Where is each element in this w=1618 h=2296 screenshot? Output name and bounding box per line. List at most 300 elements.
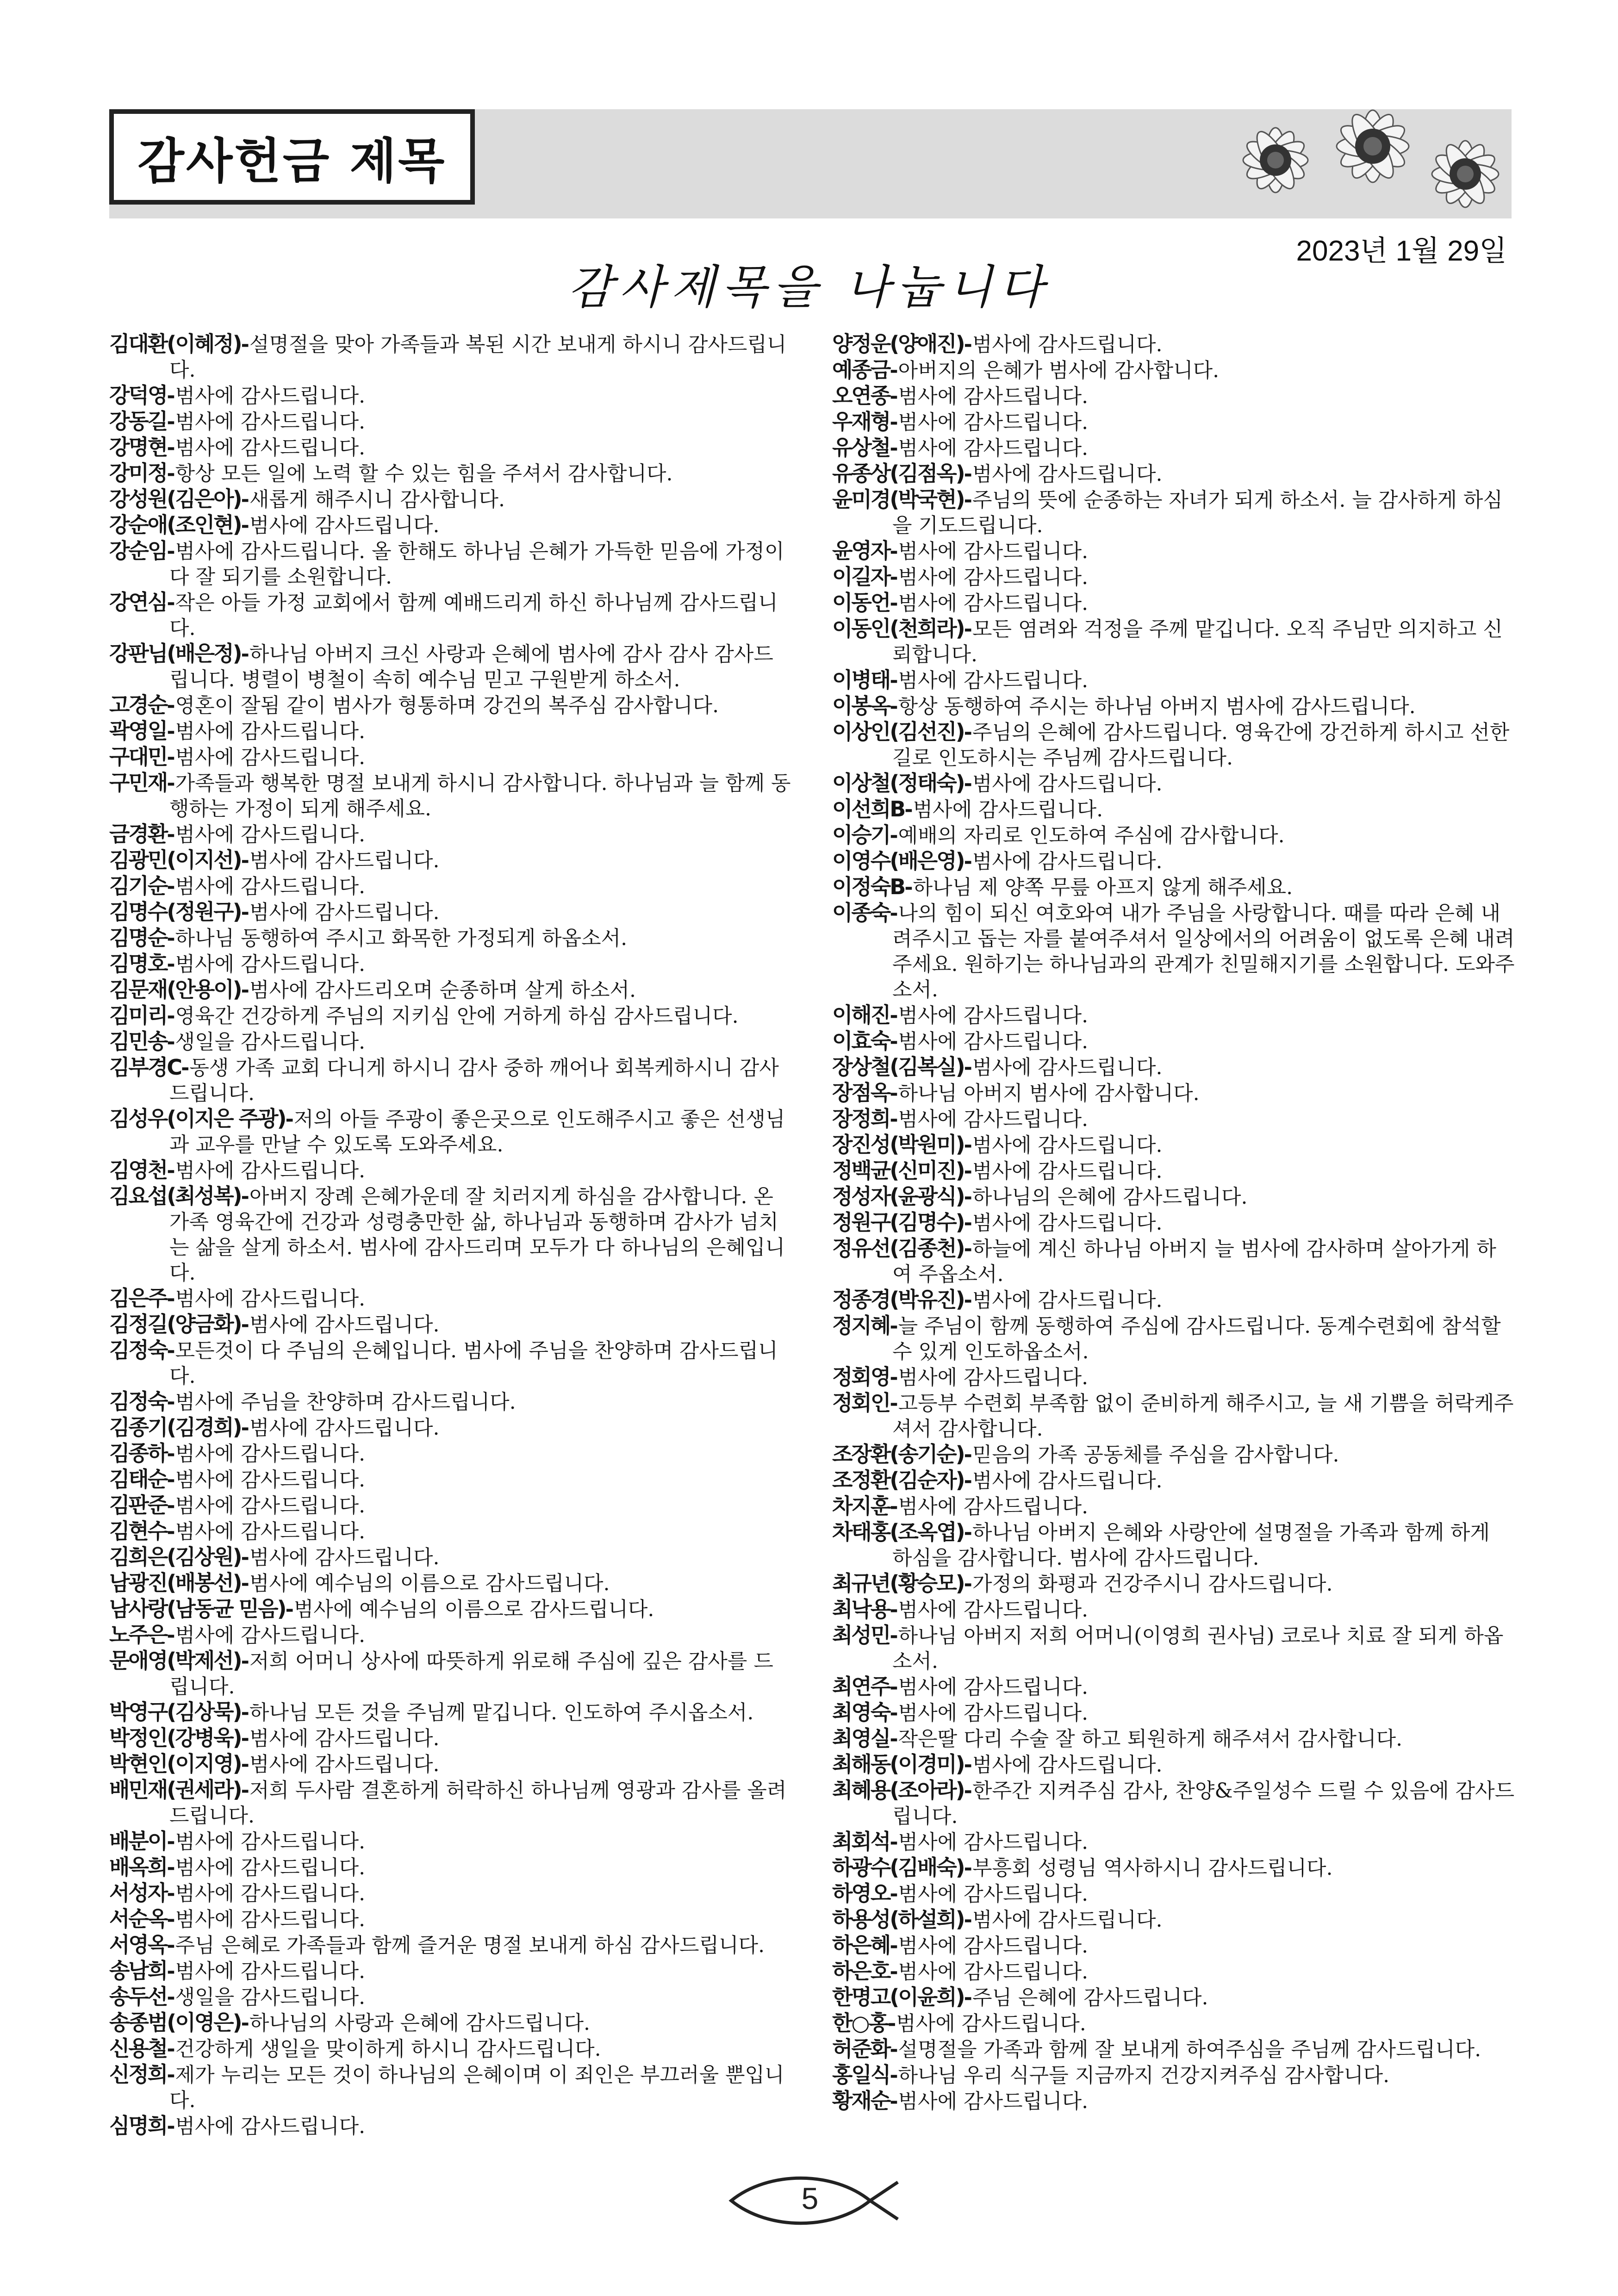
- donor-name: 배민재(권세라): [109, 1777, 241, 1802]
- donor-name: 이봉옥: [832, 693, 890, 718]
- thanks-text: 범사에 감사드립니다.: [175, 1442, 366, 1466]
- thanks-text: 작은딸 다리 수술 잘 하고 퇴원하게 해주셔서 감사합니다.: [898, 1727, 1403, 1751]
- list-item: 이종숙-나의 힘이 되신 여호와여 내가 주님을 사랑합니다. 때를 따라 은혜 내려주시고 돕는 자를 붙여주셔서 일상에서의 어려움이 없도록 은혜 내려주세요. 원하기는 하나님과의 관계가 친밀해지기를 소원합니다. 도와주소서.: [832, 900, 1515, 1002]
- thanks-text: 범사에 감사드립니다.: [972, 1908, 1163, 1932]
- list-item: 강순임-범사에 감사드립니다. 올 한해도 하나님 은혜가 가득한 믿음에 가정이 다 잘 되기를 소원합니다.: [109, 538, 784, 589]
- list-item: 심명희-범사에 감사드립니다.: [109, 2113, 366, 2138]
- donor-name: 정회인: [832, 1390, 890, 1415]
- list-item: 정백균(신미진)-범사에 감사드립니다.: [832, 1158, 1163, 1183]
- thanks-text: 동생 가족 교회 다니게 하시니 감사 중하 깨어나 회복케하시니 감사드립니다.: [169, 1056, 779, 1105]
- list-item: 한명고(이윤희)-주님 은혜에 감사드립니다.: [832, 1985, 1208, 2010]
- donor-name: 강미정: [109, 460, 167, 485]
- thanks-text: 범사에 감사드립니다.: [972, 850, 1163, 873]
- list-item: 김은주-범사에 감사드립니다.: [109, 1286, 366, 1311]
- list-item: 김종하-범사에 감사드립니다.: [109, 1441, 366, 1466]
- donor-name: 강순임: [109, 538, 167, 563]
- donor-name: 김판준: [109, 1493, 167, 1518]
- thanks-text: 주님의 은혜에 감사드립니다. 영육간에 강건하게 하시고 선한 길로 인도하시는 주님께 감사드립니다.: [892, 721, 1510, 770]
- list-item: 송남희-범사에 감사드립니다.: [109, 1958, 366, 1983]
- list-item: 서영옥-주님 은혜로 가족들과 함께 즐거운 명절 보내게 하심 감사드립니다.: [109, 1932, 765, 1957]
- thanks-text: 범사에 감사드립니다.: [249, 1727, 440, 1750]
- thanks-text: 범사에 감사드립니다.: [175, 823, 366, 846]
- thanks-text: 범사에 감사드립니다.: [972, 772, 1163, 796]
- donor-name: 최성민: [832, 1623, 890, 1648]
- list-item: 강동길-범사에 감사드립니다.: [109, 409, 366, 434]
- thanks-text: 범사에 감사드립니다.: [175, 384, 366, 408]
- list-item: 최회석-범사에 감사드립니다.: [832, 1829, 1089, 1854]
- thanks-text: 범사에 감사드립니다.: [175, 746, 366, 769]
- donor-name: 이동인(천희라): [832, 616, 964, 641]
- list-item: 김명호-범사에 감사드립니다.: [109, 951, 366, 976]
- donor-name: 김부경C: [109, 1055, 181, 1080]
- section-title: 감사헌금 제목: [137, 133, 447, 189]
- list-item: 금경환-범사에 감사드립니다.: [109, 821, 366, 846]
- thanks-text: 범사에 감사드립니다.: [175, 410, 366, 434]
- thanks-text: 범사에 감사드립니다. 올 한해도 하나님 은혜가 가득한 믿음에 가정이 다 잘 되기를 소원합니다.: [169, 540, 784, 589]
- list-item: 배민재(권세라)-저희 두사람 결혼하게 허락하신 하나님께 영광과 감사를 올려드립니다.: [109, 1777, 787, 1828]
- list-item: 박현인(이지영)-범사에 감사드립니다.: [109, 1751, 440, 1776]
- donor-name: 김정숙: [109, 1338, 167, 1363]
- list-item: 구민재-가족들과 행복한 명절 보내게 하시니 감사합니다. 하나님과 늘 함께 동행하는 가정이 되게 해주세요.: [109, 770, 791, 821]
- donor-name: 정유선(김종천): [832, 1236, 964, 1261]
- list-item: 장정희-범사에 감사드립니다.: [832, 1106, 1089, 1131]
- thanks-text: 범사에 감사드립니다.: [898, 1830, 1089, 1854]
- donor-name: 김문재(안용이): [109, 977, 241, 1002]
- list-item: 이길자-범사에 감사드립니다.: [832, 564, 1089, 589]
- donor-name: 최연주: [832, 1674, 890, 1699]
- donor-name: 김미리: [109, 1003, 167, 1028]
- thanks-text: 범사에 감사드립니다.: [249, 1546, 440, 1569]
- thanks-text: 범사에 감사드립니다.: [249, 1313, 440, 1337]
- thanks-text: 범사에 감사드립니다.: [972, 1753, 1163, 1777]
- thanks-text: 범사에 감사드립니다.: [972, 1469, 1163, 1493]
- thanks-text: 믿음의 가족 공동체를 주심을 감사합니다.: [972, 1443, 1339, 1467]
- donor-name: 구대민: [109, 744, 167, 769]
- thanks-text: 주님의 뜻에 순종하는 자녀가 되게 하소서. 늘 감사하게 하심을 기도드립니다.: [892, 488, 1503, 537]
- thanks-text: 새롭게 해주시니 감사합니다.: [249, 488, 505, 511]
- thanks-text: 하나님 제 양쪽 무릎 아프지 않게 해주세요.: [913, 876, 1293, 899]
- donor-name: 최영숙: [832, 1700, 890, 1725]
- list-item: 강연심-작은 아들 가정 교회에서 함께 예배드리게 하신 하나님께 감사드립니다.: [109, 590, 778, 640]
- donor-name: 김성우(이지은 주광): [109, 1106, 286, 1131]
- thanks-text: 범사에 감사드립니다.: [175, 1908, 366, 1931]
- list-item: 정종경(박유진)-범사에 감사드립니다.: [832, 1287, 1163, 1312]
- list-item: 서성자-범사에 감사드립니다.: [109, 1880, 366, 1905]
- list-item: 김대환(이혜정)-설명절을 맞아 가족들과 복된 시간 보내게 하시니 감사드립니다.: [109, 331, 787, 382]
- donor-name: 최회석: [832, 1829, 890, 1854]
- list-item: 노주은-범사에 감사드립니다.: [109, 1622, 366, 1647]
- thanks-text: 범사에 감사드립니다.: [898, 669, 1089, 692]
- thanks-text: 범사에 감사드립니다.: [898, 540, 1089, 563]
- donor-name: 노주은: [109, 1622, 167, 1647]
- list-item: 이상철(정태숙)-범사에 감사드립니다.: [832, 771, 1163, 796]
- thanks-text: 범사에 감사드립니다.: [175, 875, 366, 898]
- thanks-text: 범사에 예수님의 이름으로 감사드립니다.: [293, 1598, 654, 1621]
- donor-name: 장상철(김복실): [832, 1054, 964, 1079]
- donor-name: 김기순: [109, 873, 167, 898]
- thanks-text: 범사에 감사드립니다.: [175, 952, 366, 976]
- list-item: 문애영(박제선)-저희 어머니 상사에 따뜻하게 위로해 주심에 깊은 감사를 드립니다.: [109, 1648, 773, 1699]
- thanks-text: 범사에 감사드립니다.: [898, 591, 1089, 615]
- donor-name: 장정희: [832, 1106, 890, 1131]
- thanks-text: 범사에 감사드립니다.: [898, 2090, 1089, 2113]
- thanks-text: 범사에 감사드립니다.: [972, 462, 1163, 486]
- donor-name: 송종범(이영은): [109, 2010, 241, 2035]
- thanks-text: 작은 아들 가정 교회에서 함께 예배드리게 하신 하나님께 감사드립니다.: [169, 591, 778, 640]
- thanks-text: 범사에 감사드립니다.: [898, 1495, 1089, 1518]
- thanks-text: 늘 주님이 함께 동행하여 주심에 감사드립니다. 동계수련회에 참석할 수 있게 인도하옵소서.: [892, 1314, 1501, 1363]
- thanks-text: 나의 힘이 되신 여호와여 내가 주님을 사랑합니다. 때를 따라 은혜 내려주시고 돕는 자를 붙여주셔서 일상에서의 어려움이 없도록 은혜 내려주세요. 원하기는 하나님과의 관계가 친밀해지기를 소원합니다. 도와주소서.: [892, 902, 1515, 1002]
- donor-name: 허준화: [832, 2036, 890, 2061]
- list-item: 최영실-작은딸 다리 수술 잘 하고 퇴원하게 해주셔서 감사합니다.: [832, 1726, 1403, 1751]
- donor-name: 김현수: [109, 1518, 167, 1543]
- donor-name: 하영오: [832, 1881, 890, 1906]
- thanks-text: 범사에 감사드립니다.: [898, 436, 1089, 460]
- list-item: 송종범(이영은)-하나님의 사랑과 은혜에 감사드립니다.: [109, 2010, 590, 2035]
- thanks-text: 범사에 감사드립니다.: [896, 2012, 1086, 2035]
- list-item: 최혜용(조아라)-한주간 지켜주심 감사, 찬양&주일성수 드릴 수 있음에 감사드립니다.: [832, 1778, 1515, 1828]
- sunflower-decoration-icon: [1220, 109, 1512, 218]
- list-item: 유상철-범사에 감사드립니다.: [832, 435, 1089, 460]
- thanks-text: 영육간 건강하게 주님의 지키심 안에 거하게 하심 감사드립니다.: [175, 1004, 739, 1028]
- thanks-text: 범사에 감사드립니다.: [972, 1133, 1163, 1157]
- list-item: 홍일식-하나님 우리 식구들 지금까지 건강지켜주심 감사합니다.: [832, 2062, 1390, 2087]
- list-item: 구대민-범사에 감사드립니다.: [109, 744, 366, 769]
- thanks-text: 설명절을 가족과 함께 잘 보내게 하여주심을 주님께 감사드립니다.: [898, 2038, 1481, 2061]
- donor-name: 정원구(김명수): [832, 1210, 964, 1235]
- list-item: 김정숙-범사에 주님을 찬양하며 감사드립니다.: [109, 1389, 516, 1414]
- donor-name: 최혜용(조아라): [832, 1778, 964, 1803]
- list-item: 남사랑(남동균 믿음)-범사에 예수님의 이름으로 감사드립니다.: [109, 1596, 654, 1621]
- donor-name: 예종금: [832, 357, 890, 382]
- list-item: 이동인(천희라)-모든 염려와 걱정을 주께 맡깁니다. 오직 주님만 의지하고 신뢰합니다.: [832, 616, 1503, 666]
- list-item: 배분이-범사에 감사드립니다.: [109, 1829, 366, 1854]
- donor-name: 곽영일: [109, 718, 167, 743]
- thanks-text: 범사에 감사드립니다.: [972, 333, 1163, 356]
- list-item: 김민송-생일을 감사드립니다.: [109, 1029, 366, 1054]
- list-item: 하영오-범사에 감사드립니다.: [832, 1881, 1089, 1906]
- donor-name: 김정숙: [109, 1389, 167, 1414]
- donor-name: 송남희: [109, 1958, 167, 1983]
- thanks-text: 범사에 주님을 찬양하며 감사드립니다.: [175, 1390, 516, 1414]
- donor-name: 이동언: [832, 590, 890, 615]
- left-column: [109, 331, 792, 2139]
- donor-name: 김종기(김경희): [109, 1415, 241, 1440]
- donor-name: 조장환(송기순): [832, 1442, 964, 1467]
- list-item: 강판님(배은정)-하나님 아버지 크신 사랑과 은혜에 범사에 감사 감사 감사드립니다. 병렬이 병철이 속히 예수님 믿고 구원받게 하소서.: [109, 641, 773, 691]
- thanks-text: 모든것이 다 주님의 은혜입니다. 범사에 주님을 찬양하며 감사드립니다.: [169, 1339, 778, 1388]
- donor-name: 김영천: [109, 1157, 167, 1182]
- donor-name: 최낙용: [832, 1597, 890, 1622]
- thanks-text: 생일을 감사드립니다.: [175, 1985, 366, 2009]
- thanks-text: 범사에 감사드립니다.: [249, 849, 440, 872]
- thanks-text: 범사에 감사드립니다.: [175, 1856, 366, 1879]
- thanks-text: 범사에 감사드립니다.: [898, 1598, 1089, 1622]
- thanks-text: 범사에 감사드립니다.: [898, 1004, 1089, 1027]
- thanks-text: 범사에 감사드립니다.: [249, 1416, 440, 1440]
- donor-name: 장점옥: [832, 1080, 890, 1105]
- list-item: 김명순-하나님 동행하여 주시고 화목한 가정되게 하옵소서.: [109, 925, 628, 950]
- thanks-text: 범사에 감사드립니다.: [898, 1366, 1089, 1389]
- list-item: 오연종-범사에 감사드립니다.: [832, 383, 1089, 408]
- thanks-text: 범사에 감사드립니다.: [175, 1830, 366, 1854]
- donor-name: 송두선: [109, 1984, 167, 2009]
- donor-name: 윤영자: [832, 538, 890, 563]
- donor-name: 유상철: [832, 435, 890, 460]
- donor-name: 이효숙: [832, 1028, 890, 1053]
- list-item: 송두선-생일을 감사드립니다.: [109, 1984, 366, 2009]
- page-number: 5: [801, 2181, 819, 2215]
- list-item: 이선희B-범사에 감사드립니다.: [832, 796, 1103, 821]
- donor-name: 금경환: [109, 821, 167, 846]
- thanks-text: 범사에 감사드립니다.: [175, 1960, 366, 1983]
- donor-name: 구민재: [109, 770, 167, 795]
- thanks-text: 건강하게 생일을 맞이하게 하시니 감사드립니다.: [175, 2037, 601, 2061]
- donor-name: 이해진: [832, 1002, 890, 1027]
- thanks-text: 하나님 아버지 크신 사랑과 은혜에 범사에 감사 감사 감사드립니다. 병렬이 병철이 속히 예수님 믿고 구원받게 하소서.: [169, 642, 773, 691]
- thanks-text: 범사에 감사드립니다.: [972, 1211, 1163, 1235]
- donor-name: 박정인(강병욱): [109, 1725, 241, 1750]
- list-item: 고경순-영혼이 잘됨 같이 범사가 형통하며 강건의 복주심 감사합니다.: [109, 692, 719, 717]
- list-item: 신정희-제가 누리는 모든 것이 하나님의 은혜이며 이 죄인은 부끄러울 뿐입니다.: [109, 2062, 784, 2112]
- list-item: 이병태-범사에 감사드립니다.: [832, 667, 1089, 692]
- thanks-text: 범사에 감사드립니다.: [175, 1882, 366, 1905]
- list-item: 황재순-범사에 감사드립니다.: [832, 2088, 1089, 2113]
- thanks-text: 가정의 화평과 건강주시니 감사드립니다.: [972, 1572, 1333, 1596]
- donor-name: 최해동(이경미): [832, 1752, 964, 1777]
- list-item: 장점옥-하나님 아버지 범사에 감사합니다.: [832, 1080, 1200, 1105]
- list-item: 김영천-범사에 감사드립니다.: [109, 1157, 366, 1182]
- donor-name: 배분이: [109, 1829, 167, 1854]
- thanks-text: 범사에 감사드립니다.: [898, 1675, 1089, 1699]
- list-item: 최영숙-범사에 감사드립니다.: [832, 1700, 1089, 1725]
- donor-name: 남사랑(남동균 믿음): [109, 1596, 286, 1621]
- donor-name: 박영구(김상묵): [109, 1699, 241, 1724]
- donor-name: 이길자: [832, 564, 890, 589]
- donor-name: 하은혜: [832, 1933, 890, 1958]
- list-item: 윤미경(박국현)-주님의 뜻에 순종하는 자녀가 되게 하소서. 늘 감사하게 하심을 기도드립니다.: [832, 487, 1503, 537]
- donor-name: 문애영(박제선): [109, 1648, 241, 1673]
- donor-name: 황재순: [832, 2088, 890, 2113]
- donor-name: 정종경(박유진): [832, 1287, 964, 1312]
- donor-name: 정성자(윤광식): [832, 1184, 964, 1209]
- list-item: 이동언-범사에 감사드립니다.: [832, 590, 1089, 615]
- donor-name: 서성자: [109, 1880, 167, 1905]
- thanks-text: 저의 아들 주광이 좋은곳으로 인도해주시고 좋은 선생님과 교우를 만날 수 있도록 도와주세요.: [169, 1108, 785, 1157]
- thanks-text: 범사에 감사드립니다.: [898, 1882, 1089, 1906]
- thanks-text: 하나님의 은혜에 감사드립니다.: [972, 1185, 1248, 1209]
- thanks-text: 하나님 아버지 저희 어머니(이영희 권사님) 코로나 치료 잘 되게 하옵소서.: [892, 1624, 1504, 1673]
- donor-name: 심명희: [109, 2113, 167, 2138]
- donor-name: 강동길: [109, 409, 167, 434]
- donor-name: 이상인(김선진): [832, 719, 964, 744]
- donor-name: 김은주: [109, 1286, 167, 1311]
- list-item: 김정길(양금화)-범사에 감사드립니다.: [109, 1312, 440, 1337]
- thanks-text: 가족들과 행복한 명절 보내게 하시니 감사합니다. 하나님과 늘 함께 동행하는 가정이 되게 해주세요.: [169, 772, 791, 821]
- thanks-text: 범사에 예수님의 이름으로 감사드립니다.: [249, 1572, 610, 1595]
- list-item: 정성자(윤광식)-하나님의 은혜에 감사드립니다.: [832, 1184, 1248, 1209]
- donor-name: 강순애(조인현): [109, 512, 241, 537]
- thanks-text: 범사에 감사드립니다.: [175, 1287, 366, 1311]
- date-label: 2023년 1월 29일: [1296, 235, 1507, 267]
- donor-name: 차태홍(조옥엽): [832, 1519, 964, 1544]
- list-item: 하용성(하설희)-범사에 감사드립니다.: [832, 1907, 1163, 1932]
- donor-name: 김민송: [109, 1029, 167, 1054]
- donor-name: 홍일식: [832, 2062, 890, 2087]
- list-item: 최성민-하나님 아버지 저희 어머니(이영희 권사님) 코로나 치료 잘 되게 하옵소서.: [832, 1623, 1504, 1673]
- thanks-text: 범사에 감사드립니다.: [898, 1934, 1089, 1958]
- list-item: 이정숙B-하나님 제 양쪽 무릎 아프지 않게 해주세요.: [832, 874, 1293, 899]
- thanks-text: 한주간 지켜주심 감사, 찬양&주일성수 드릴 수 있음에 감사드립니다.: [892, 1779, 1515, 1828]
- thanks-text: 항상 모든 일에 노력 할 수 있는 힘을 주셔서 감사합니다.: [175, 462, 673, 485]
- thanks-text: 저희 어머니 상사에 따뜻하게 위로해 주심에 깊은 감사를 드립니다.: [169, 1649, 773, 1699]
- list-item: 이봉옥-항상 동행하여 주시는 하나님 아버지 범사에 감사드립니다.: [832, 693, 1416, 718]
- thanks-text: 범사에 감사드립니다.: [249, 901, 440, 924]
- thanks-text: 범사에 감사드립니다.: [898, 1960, 1089, 1984]
- list-item: 조장환(송기순)-믿음의 가족 공동체를 주심을 감사합니다.: [832, 1442, 1339, 1467]
- thanks-text: 항상 동행하여 주시는 하나님 아버지 범사에 감사드립니다.: [898, 695, 1416, 718]
- list-item: 강순애(조인현)-범사에 감사드립니다.: [109, 512, 440, 537]
- thanks-text: 영혼이 잘됨 같이 범사가 형통하며 강건의 복주심 감사합니다.: [175, 694, 719, 717]
- thanks-text: 범사에 감사드립니다.: [175, 1468, 366, 1492]
- list-item: 허준화-설명절을 가족과 함께 잘 보내게 하여주심을 주님께 감사드립니다.: [832, 2036, 1481, 2061]
- thanks-text: 범사에 감사드립니다.: [898, 411, 1089, 434]
- thanks-text: 범사에 감사드립니다.: [249, 514, 440, 537]
- donor-name: 이상철(정태숙): [832, 771, 964, 796]
- list-item: 한○홍-범사에 감사드립니다.: [832, 2010, 1086, 2035]
- list-item: 남광진(배봉선)-범사에 예수님의 이름으로 감사드립니다.: [109, 1570, 610, 1595]
- donor-name: 신정희: [109, 2062, 167, 2087]
- thanks-text: 하늘에 계신 하나님 아버지 늘 범사에 감사하며 살아가게 하여 주옵소서.: [892, 1237, 1496, 1286]
- donor-name: 이승기: [832, 822, 890, 847]
- list-item: 정원구(김명수)-범사에 감사드립니다.: [832, 1210, 1163, 1235]
- donor-name: 김요섭(최성복): [109, 1183, 241, 1208]
- donor-name: 장진성(박원미): [832, 1132, 964, 1157]
- donor-name: 한○홍: [832, 2010, 888, 2035]
- donor-name: 조정환(김순자): [832, 1468, 964, 1493]
- donor-name: 하은호: [832, 1959, 890, 1984]
- donor-name: 최규년(황승모): [832, 1571, 964, 1596]
- thanks-text: 예배의 자리로 인도하여 주심에 감사합니다.: [898, 824, 1285, 847]
- thanks-text: 저희 두사람 결혼하게 허락하신 하나님께 영광과 감사를 올려드립니다.: [169, 1779, 787, 1828]
- thanks-text: 부흥회 성령님 역사하시니 감사드립니다.: [972, 1856, 1333, 1880]
- list-item: 서순옥-범사에 감사드립니다.: [109, 1906, 366, 1931]
- list-item: 배옥희-범사에 감사드립니다.: [109, 1854, 366, 1879]
- donor-name: 양정운(양애진): [832, 331, 964, 356]
- list-item: 조정환(김순자)-범사에 감사드립니다.: [832, 1468, 1163, 1493]
- right-column: [832, 331, 1515, 2114]
- list-item: 최낙용-범사에 감사드립니다.: [832, 1597, 1089, 1622]
- donor-name: 하광수(김배숙): [832, 1855, 964, 1880]
- thanks-text: 범사에 감사드립니다.: [972, 1159, 1163, 1183]
- donor-name: 김희은(김상원): [109, 1544, 241, 1569]
- donor-name: 이병태: [832, 667, 890, 692]
- list-item: 박정인(강병욱)-범사에 감사드립니다.: [109, 1725, 440, 1750]
- donor-name: 한명고(이윤희): [832, 1985, 964, 2010]
- list-item: 김정숙-모든것이 다 주님의 은혜입니다. 범사에 주님을 찬양하며 감사드립니다.: [109, 1338, 778, 1388]
- donor-name: 이정숙B: [832, 874, 905, 899]
- thanks-text: 주님 은혜에 감사드립니다.: [972, 1986, 1208, 2010]
- thanks-text: 하나님 아버지 은혜와 사랑안에 설명절을 가족과 함께 하게 하심을 감사합니다. 범사에 감사드립니다.: [892, 1521, 1490, 1570]
- thanks-text: 하나님의 사랑과 은혜에 감사드립니다.: [249, 2011, 590, 2035]
- donor-name: 서순옥: [109, 1906, 167, 1931]
- donor-name: 신용철: [109, 2036, 167, 2061]
- list-item: 강덕영-범사에 감사드립니다.: [109, 383, 366, 408]
- list-item: 김종기(김경희)-범사에 감사드립니다.: [109, 1415, 440, 1440]
- list-item: 김광민(이지선)-범사에 감사드립니다.: [109, 847, 440, 872]
- list-item: 김희은(김상원)-범사에 감사드립니다.: [109, 1544, 440, 1569]
- donor-name: 오연종: [832, 383, 890, 408]
- list-item: 김요섭(최성복)-아버지 장례 은혜가운데 잘 치러지게 하심을 감사합니다. 온 가족 영육간에 건강과 성령충만한 삶, 하나님과 동행하며 감사가 넘치는 삶을 살게 하소서. 범사에 감사드리며 모두가 다 하나님의 은혜입니다.: [109, 1183, 785, 1285]
- list-item: 김성우(이지은 주광)-저의 아들 주광이 좋은곳으로 인도해주시고 좋은 선생님과 교우를 만날 수 있도록 도와주세요.: [109, 1106, 785, 1157]
- donor-name: 김정길(양금화): [109, 1312, 241, 1337]
- donor-name: 강판님(배은정): [109, 641, 241, 666]
- list-item: 신용철-건강하게 생일을 맞이하게 하시니 감사드립니다.: [109, 2036, 601, 2061]
- list-item: 김부경C-동생 가족 교회 다니게 하시니 감사 중하 깨어나 회복케하시니 감사드립니다.: [109, 1055, 779, 1105]
- donor-name: 윤미경(박국현): [832, 487, 964, 512]
- list-item: 박영구(김상묵)-하나님 모든 것을 주님께 맡깁니다. 인도하여 주시옵소서.: [109, 1699, 754, 1724]
- list-item: 김현수-범사에 감사드립니다.: [109, 1518, 366, 1543]
- list-item: 예종금-아버지의 은혜가 범사에 감사합니다.: [832, 357, 1220, 382]
- donor-name: 정백균(신미진): [832, 1158, 964, 1183]
- donor-name: 정회영: [832, 1364, 890, 1389]
- list-item: 차태홍(조옥엽)-하나님 아버지 은혜와 사랑안에 설명절을 가족과 함께 하게 하심을 감사합니다. 범사에 감사드립니다.: [832, 1519, 1490, 1570]
- donor-name: 강덕영: [109, 383, 167, 408]
- donor-name: 배옥희: [109, 1854, 167, 1879]
- section-title-box: [109, 109, 475, 205]
- list-item: 하광수(김배숙)-부흥회 성령님 역사하시니 감사드립니다.: [832, 1855, 1333, 1880]
- list-item: 최규년(황승모)-가정의 화평과 건강주시니 감사드립니다.: [832, 1571, 1333, 1596]
- list-item: 장진성(박원미)-범사에 감사드립니다.: [832, 1132, 1163, 1157]
- donor-name: 강성원(김은아): [109, 486, 241, 511]
- list-item: 차지훈-범사에 감사드립니다.: [832, 1493, 1089, 1518]
- thanks-text: 범사에 감사드립니다.: [898, 1030, 1089, 1053]
- donor-name: 이선희B: [832, 796, 905, 821]
- donor-name: 최영실: [832, 1726, 890, 1751]
- donor-name: 김태순: [109, 1467, 167, 1492]
- thanks-text: 제가 누리는 모든 것이 하나님의 은혜이며 이 죄인은 부끄러울 뿐입니다.: [169, 2063, 784, 2112]
- donor-name: 강연심: [109, 590, 167, 615]
- thanks-text: 하나님 모든 것을 주님께 맡깁니다. 인도하여 주시옵소서.: [249, 1701, 754, 1724]
- donor-name: 김광민(이지선): [109, 847, 241, 872]
- list-item: 우재형-범사에 감사드립니다.: [832, 409, 1089, 434]
- thanks-text: 주님 은혜로 가족들과 함께 즐거운 명절 보내게 하심 감사드립니다.: [175, 1934, 765, 1957]
- donor-name: 서영옥: [109, 1932, 167, 1957]
- thanks-text: 아버지 장례 은혜가운데 잘 치러지게 하심을 감사합니다. 온 가족 영육간에 건강과 성령충만한 삶, 하나님과 동행하며 감사가 넘치는 삶을 살게 하소서. 범사에 감사드리며 모두가 다 하나님의 은혜입니다.: [169, 1185, 785, 1285]
- list-item: 김미리-영육간 건강하게 주님의 지키심 안에 거하게 하심 감사드립니다.: [109, 1003, 739, 1028]
- thanks-text: 범사에 감사드리오며 순종하며 살게 하소서.: [249, 978, 636, 1002]
- list-item: 하은호-범사에 감사드립니다.: [832, 1959, 1089, 1984]
- donor-name: 김명순: [109, 925, 167, 950]
- page-heading: 감사제목을 나눕니다: [568, 260, 1050, 314]
- thanks-text: 범사에 감사드립니다.: [175, 720, 366, 743]
- thanks-text: 범사에 감사드립니다.: [175, 2115, 366, 2138]
- donor-name: 차지훈: [832, 1493, 890, 1518]
- list-item: 윤영자-범사에 감사드립니다.: [832, 538, 1089, 563]
- thanks-text: 범사에 감사드립니다.: [898, 385, 1089, 408]
- thanks-text: 하나님 아버지 범사에 감사합니다.: [898, 1082, 1200, 1105]
- thanks-text: 범사에 감사드립니다.: [249, 1753, 440, 1776]
- list-item: 김명수(정원구)-범사에 감사드립니다.: [109, 899, 440, 924]
- thanks-text: 범사에 감사드립니다.: [913, 798, 1103, 821]
- list-item: 이효숙-범사에 감사드립니다.: [832, 1028, 1089, 1053]
- list-item: 정지혜-늘 주님이 함께 동행하여 주심에 감사드립니다. 동계수련회에 참석할 수 있게 인도하옵소서.: [832, 1313, 1501, 1363]
- thanks-text: 설명절을 맞아 가족들과 복된 시간 보내게 하시니 감사드립니다.: [169, 333, 787, 382]
- thanks-text: 하나님 동행하여 주시고 화목한 가정되게 하옵소서.: [175, 927, 628, 950]
- donor-name: 박현인(이지영): [109, 1751, 241, 1776]
- donor-name: 정지혜: [832, 1313, 890, 1338]
- list-item: 하은혜-범사에 감사드립니다.: [832, 1933, 1089, 1958]
